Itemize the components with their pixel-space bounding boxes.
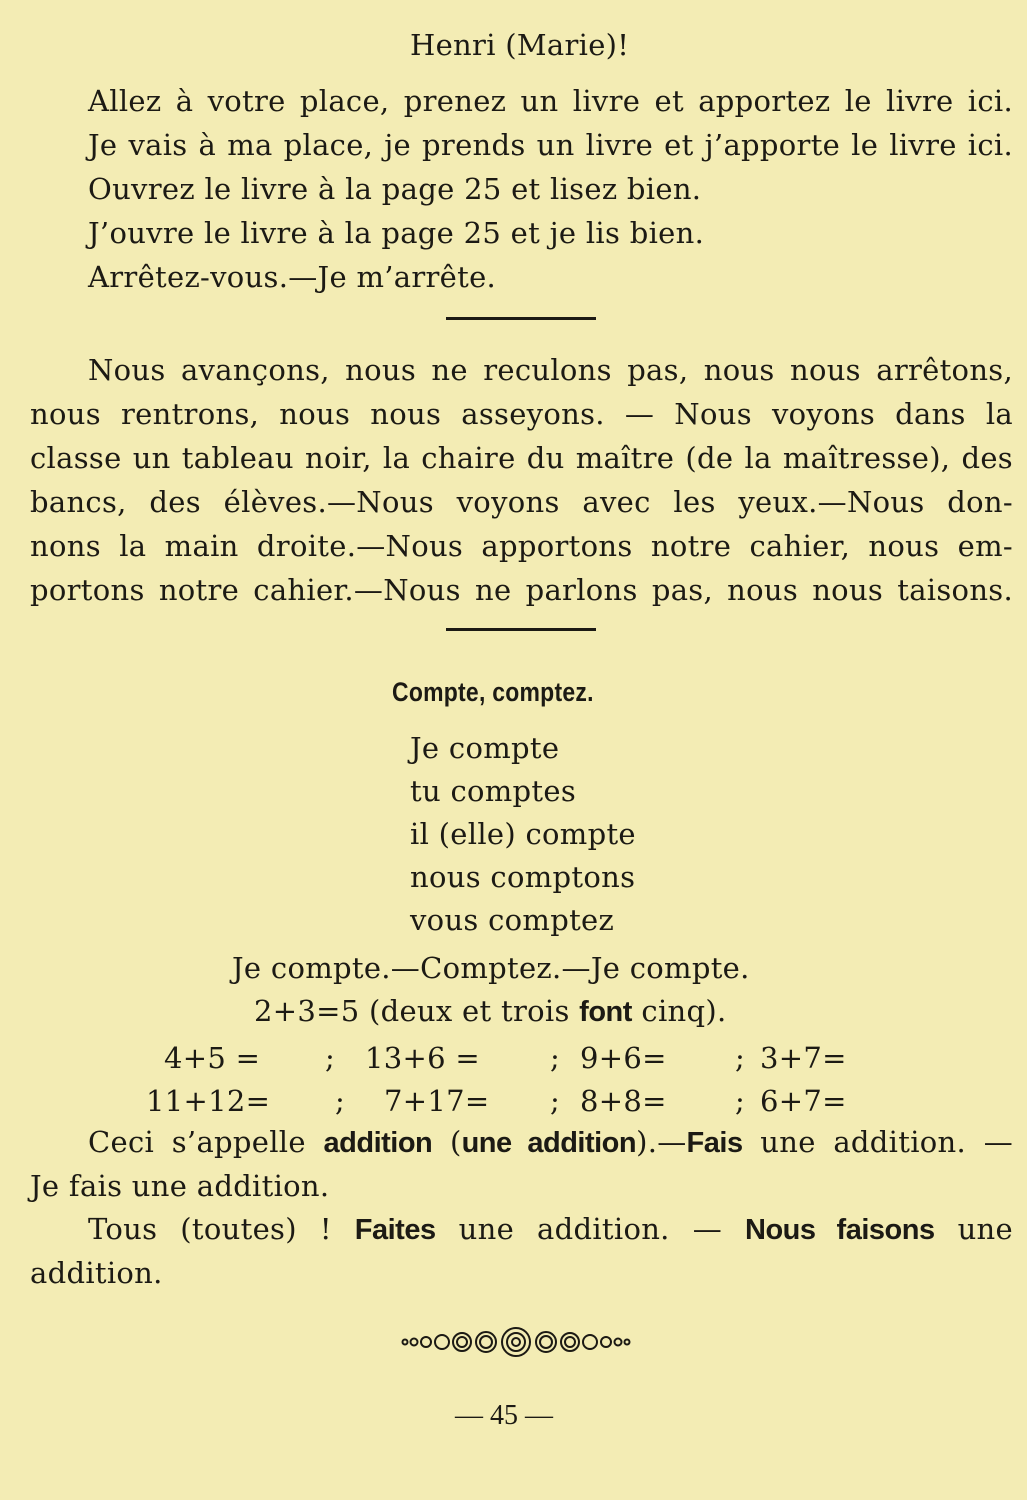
name-heading: Henri (Marie)! [410,28,630,62]
example-line [254,993,727,1030]
exercise: 7+17= [384,1084,490,1118]
example-text: 2+3=5 (deux et trois [254,994,580,1028]
exercise: 13+6 = [365,1041,480,1075]
dialogue-line: Je compte.—Comptez.—Je compte. [232,951,750,985]
example-text: cinq). [631,994,727,1028]
exercise-separator: ; [335,1084,346,1118]
exercise-separator: ; [550,1084,561,1118]
exercise: 3+7= [760,1041,847,1075]
text-line: J’ouvre le livre à la page 25 et je lis bien. [88,216,705,250]
exercise-separator: ; [550,1041,561,1075]
ornament-icon [400,1322,650,1362]
exercise-separator: ; [325,1041,336,1075]
conjugation-line: nous comptons [410,860,636,894]
exercise: 4+5 = [164,1041,261,1075]
text-line: Ouvrez le livre à la page 25 et lisez bien. [88,172,702,206]
text-line: Je vais à ma place, je prends un livre et j’apporte le livre ici. [88,128,1013,162]
text-line: bancs, des élèves.—Nous voyons avec les yeux.—Nous don- [30,485,1013,519]
text-line: nous rentrons, nous nous asseyons. — Nous voyons dans la [30,397,1013,431]
text-line: Arrêtez-vous.—Je m’arrête. [88,260,497,294]
text-line: Allez à votre place, prenez un livre et apportez le livre ici. [88,84,1013,118]
text-line: addition. [30,1256,163,1290]
text-line [88,1211,1013,1248]
exercise: 9+6= [580,1041,667,1075]
exercise: 11+12= [146,1084,271,1118]
text-line: Nous avançons, nous ne reculons pas, nous nous arrêtons, [88,353,1013,387]
text-span: Tous (toutes) ! [88,1212,355,1246]
example-bold: font [579,996,632,1028]
text-line: Je fais une addition. [30,1169,330,1203]
conjugation-line: Je compte [410,731,560,765]
text-span: une [934,1212,1013,1246]
exercise-separator: ; [735,1041,746,1075]
page-number: — 45 — [455,1400,553,1431]
text-line: classe un tableau noir, la chaire du maître (de la maîtresse), des [30,441,1013,475]
bold-span: Faites [354,1214,436,1246]
conjugation-line: il (elle) compte [410,817,636,851]
conjugation-line: vous comptez [410,903,615,937]
text-span: Ceci s’appelle [88,1125,324,1159]
section-divider [446,628,596,631]
section-heading: Compte, comptez. [392,677,594,707]
text-span: ).— [636,1125,687,1159]
text-span: ( [432,1125,462,1159]
exercise: 8+8= [580,1084,667,1118]
bold-span: Fais [686,1127,743,1159]
text-line [88,1124,1013,1161]
text-line: portons notre cahier.—Nous ne parlons pas, nous nous taisons. [30,573,1013,607]
bold-span: addition [323,1127,433,1159]
bold-span: Nous faisons [745,1214,935,1246]
section-divider [446,317,596,320]
text-span: une addition. — [742,1125,1013,1159]
bold-span: une addition [461,1127,637,1159]
text-line: nons la main droite.—Nous apportons notre cahier, nous em- [30,529,1013,563]
conjugation-line: tu comptes [410,774,577,808]
text-span: une addition. — [435,1212,745,1246]
exercise: 6+7= [760,1084,847,1118]
exercise-separator: ; [735,1084,746,1118]
